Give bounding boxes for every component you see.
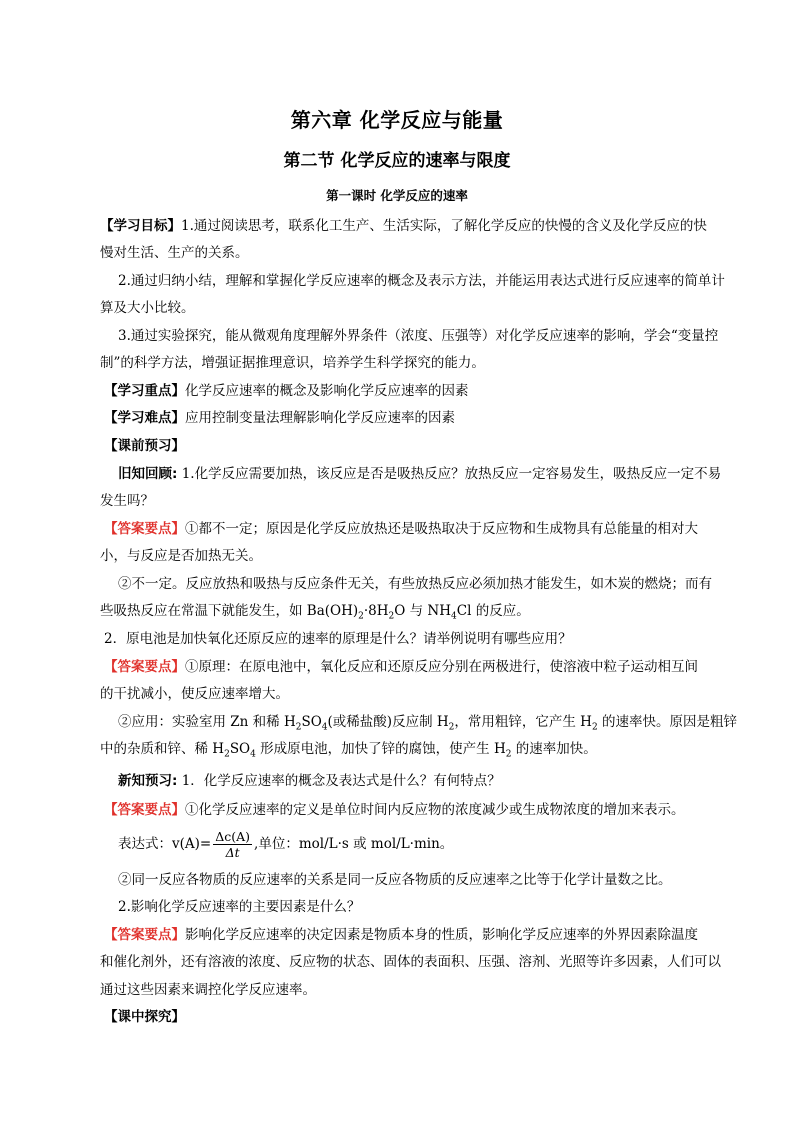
fraction-numerator: Δc(A) bbox=[215, 829, 251, 844]
review-a2-line-1 bbox=[118, 575, 722, 593]
section-title: 第二节 化学反应的速率与限度 bbox=[283, 151, 511, 171]
objectives-line-5 bbox=[118, 327, 722, 345]
answer-label: 【答案要点】 bbox=[104, 659, 185, 675]
review-a4-line-2 bbox=[100, 740, 722, 758]
new-a3-b: 和催化剂外，还有溶液的浓度、反应物的状态、固体的表面积、压强、溶剂、光照等许多因素，人们可以 bbox=[100, 954, 721, 970]
answer-label: 【答案要点】 bbox=[104, 521, 185, 537]
review-a2-b-text: O 与 NH bbox=[394, 603, 452, 619]
review-a3-a: ①原理：在原电池中，氧化反应和还原反应分别在两极进行，使溶液中粒子运动相互间 bbox=[185, 659, 698, 675]
review-a2-b-text: Cl 的反应。 bbox=[456, 603, 530, 619]
objectives-line-2 bbox=[100, 244, 722, 262]
subscript: 4 bbox=[321, 722, 328, 733]
rate-fraction bbox=[213, 829, 252, 860]
new-q2-line bbox=[118, 898, 722, 916]
objectives-item1-b: 慢对生活、生产的关系。 bbox=[100, 245, 249, 261]
objectives-line-4 bbox=[100, 299, 722, 317]
objectives-item1-a: 1.通过阅读思考，联系化工生产、生活实际，了解化学反应的快慢的含义及化学反应的快 bbox=[181, 218, 707, 234]
difficulties-text: 应用控制变量法理解影响化学反应速率的因素 bbox=[185, 410, 455, 426]
chapter-title: 第六章 化学反应与能量 bbox=[290, 108, 504, 132]
new-q2: 2.影响化学反应速率的主要因素是什么？ bbox=[118, 899, 361, 915]
expr-suffix: ,单位：mol/L·s 或 mol/L·min。 bbox=[254, 836, 454, 852]
review-label: 旧知回顾: bbox=[118, 466, 178, 482]
new-a2-line bbox=[118, 871, 722, 889]
review-q1-a: 1.化学反应需要加热，该反应是否是吸热反应？放热反应一定容易发生，吸热反应一定不易 bbox=[177, 466, 722, 482]
new-a1: ①化学反应速率的定义是单位时间内反应物的浓度减少或生成物浓度的增加来表示。 bbox=[185, 802, 685, 818]
review-a3-line-1 bbox=[104, 658, 722, 676]
objectives-line-1 bbox=[100, 217, 722, 235]
subscript: 2 bbox=[358, 611, 364, 622]
objectives-item3-b: 制”的科学方法，增强证据推理意识，培养学生科学探究的能力。 bbox=[100, 355, 485, 371]
review-a2-a: ②不一定。反应放热和吸热与反应条件无关，有些放热反应必须加热才能发生，如木炭的燃烧；而有 bbox=[118, 576, 712, 592]
objectives-item2-b: 算及大小比较。 bbox=[100, 300, 195, 316]
objectives-item2-a: 2.通过归纳小结，理解和掌握化学反应速率的概念及表示方法，并能运用表达式进行反应速率的简单计 bbox=[118, 273, 725, 289]
answer-label: 【答案要点】 bbox=[104, 802, 185, 818]
review-a4-text: ，常用粗锌，它产生 H bbox=[454, 714, 592, 730]
review-a4-text: SO bbox=[229, 741, 251, 757]
review-a1-a: ①都不一定；原因是化学反应放热还是吸热取决于反应物和生成物具有总能量的相对大 bbox=[185, 521, 698, 537]
review-q2: 2．原电池是加快氧化还原反应的速率的原理是什么？请举例说明有哪些应用？ bbox=[104, 631, 572, 647]
subscript: 2 bbox=[388, 611, 395, 622]
review-q1-b: 发生吗？ bbox=[100, 493, 154, 509]
subscript: 2 bbox=[591, 722, 598, 733]
inclass-label: 【课中探究】 bbox=[104, 1009, 185, 1025]
rate-expression-line bbox=[118, 826, 722, 864]
review-a2-b-text: 些吸热反应在常温下就能发生，如 Ba(OH) bbox=[100, 603, 359, 619]
objectives-item3-a: 3.通过实验探究，能从微观角度理解外界条件（浓度、压强等）对化学反应速率的影响，学会“变量控 bbox=[118, 328, 719, 344]
review-a4-line-1 bbox=[118, 713, 737, 733]
review-a1-b: 小，与反应是否加热无关。 bbox=[100, 548, 262, 564]
preview-heading bbox=[104, 437, 726, 455]
new-a1-line bbox=[104, 801, 722, 819]
review-a3-line-2 bbox=[100, 685, 722, 703]
objectives-line-3 bbox=[118, 272, 725, 290]
review-q2-line bbox=[104, 630, 722, 648]
review-a3-b: 的干扰减小，使反应速率增大。 bbox=[100, 686, 289, 702]
review-q1-line-1 bbox=[118, 465, 722, 483]
review-a4-text: 的速率加快。 bbox=[511, 741, 597, 757]
review-a4-text: 的速率快。原因是粗锌 bbox=[597, 714, 737, 730]
new-knowledge-label: 新知预习: bbox=[118, 773, 178, 789]
new-a3-line-1 bbox=[104, 926, 722, 944]
review-q1-line-2 bbox=[100, 492, 722, 510]
new-a3-a: 影响化学反应速率的决定因素是物质本身的性质，影响化学反应速率的外界因素除温度 bbox=[185, 927, 698, 943]
review-a4-text: (或稀盐酸)反应制 H bbox=[327, 714, 449, 730]
objectives-line-6 bbox=[100, 354, 722, 372]
new-a3-c: 通过这些因素来调控化学反应速率。 bbox=[100, 982, 316, 998]
objectives-label: 【学习目标】 bbox=[100, 218, 181, 234]
subscript: 2 bbox=[505, 749, 512, 760]
answer-label: 【答案要点】 bbox=[104, 927, 185, 943]
review-a2-b-text: ·8H bbox=[363, 603, 389, 619]
inclass-heading bbox=[104, 1008, 726, 1026]
difficulties-label: 【学习难点】 bbox=[104, 410, 185, 426]
new-a3-line-3 bbox=[100, 981, 722, 999]
new-a2: ②同一反应各物质的反应速率的关系是同一反应各物质的反应速率之比等于化学计量数之比。 bbox=[118, 872, 672, 888]
new-a3-line-2 bbox=[100, 953, 722, 971]
new-q1: 1．化学反应速率的概念及表达式是什么？有何特点？ bbox=[177, 773, 501, 789]
preview-label: 【课前预习】 bbox=[104, 438, 185, 454]
subscript: 2 bbox=[295, 722, 302, 733]
review-a4-text: 形成原电池，加快了锌的腐蚀，使产生 H bbox=[255, 741, 506, 757]
review-a4-text: ②应用：实验室用 Zn 和稀 H bbox=[118, 714, 296, 730]
subscript: 2 bbox=[448, 722, 455, 733]
subscript: 2 bbox=[224, 749, 230, 760]
difficulties-line bbox=[104, 409, 726, 427]
lesson-title: 第一课时 化学反应的速率 bbox=[326, 188, 468, 203]
fraction-denominator: Δt bbox=[225, 845, 240, 860]
new-q1-line bbox=[118, 772, 722, 790]
review-a4-text: 中的杂质和锌、稀 H bbox=[100, 741, 225, 757]
subscript: 4 bbox=[451, 611, 457, 622]
review-a1-line-1 bbox=[104, 520, 722, 538]
expr-prefix: 表达式：v(A)= bbox=[118, 836, 212, 852]
review-a2-line-2 bbox=[100, 602, 722, 620]
key-points-label: 【学习重点】 bbox=[104, 383, 185, 399]
key-points-text: 化学反应速率的概念及影响化学反应速率的因素 bbox=[185, 383, 469, 399]
review-a4-text: SO bbox=[301, 714, 322, 730]
review-a1-line-2 bbox=[100, 547, 722, 565]
key-points-line bbox=[104, 382, 726, 400]
subscript: 4 bbox=[250, 749, 256, 760]
